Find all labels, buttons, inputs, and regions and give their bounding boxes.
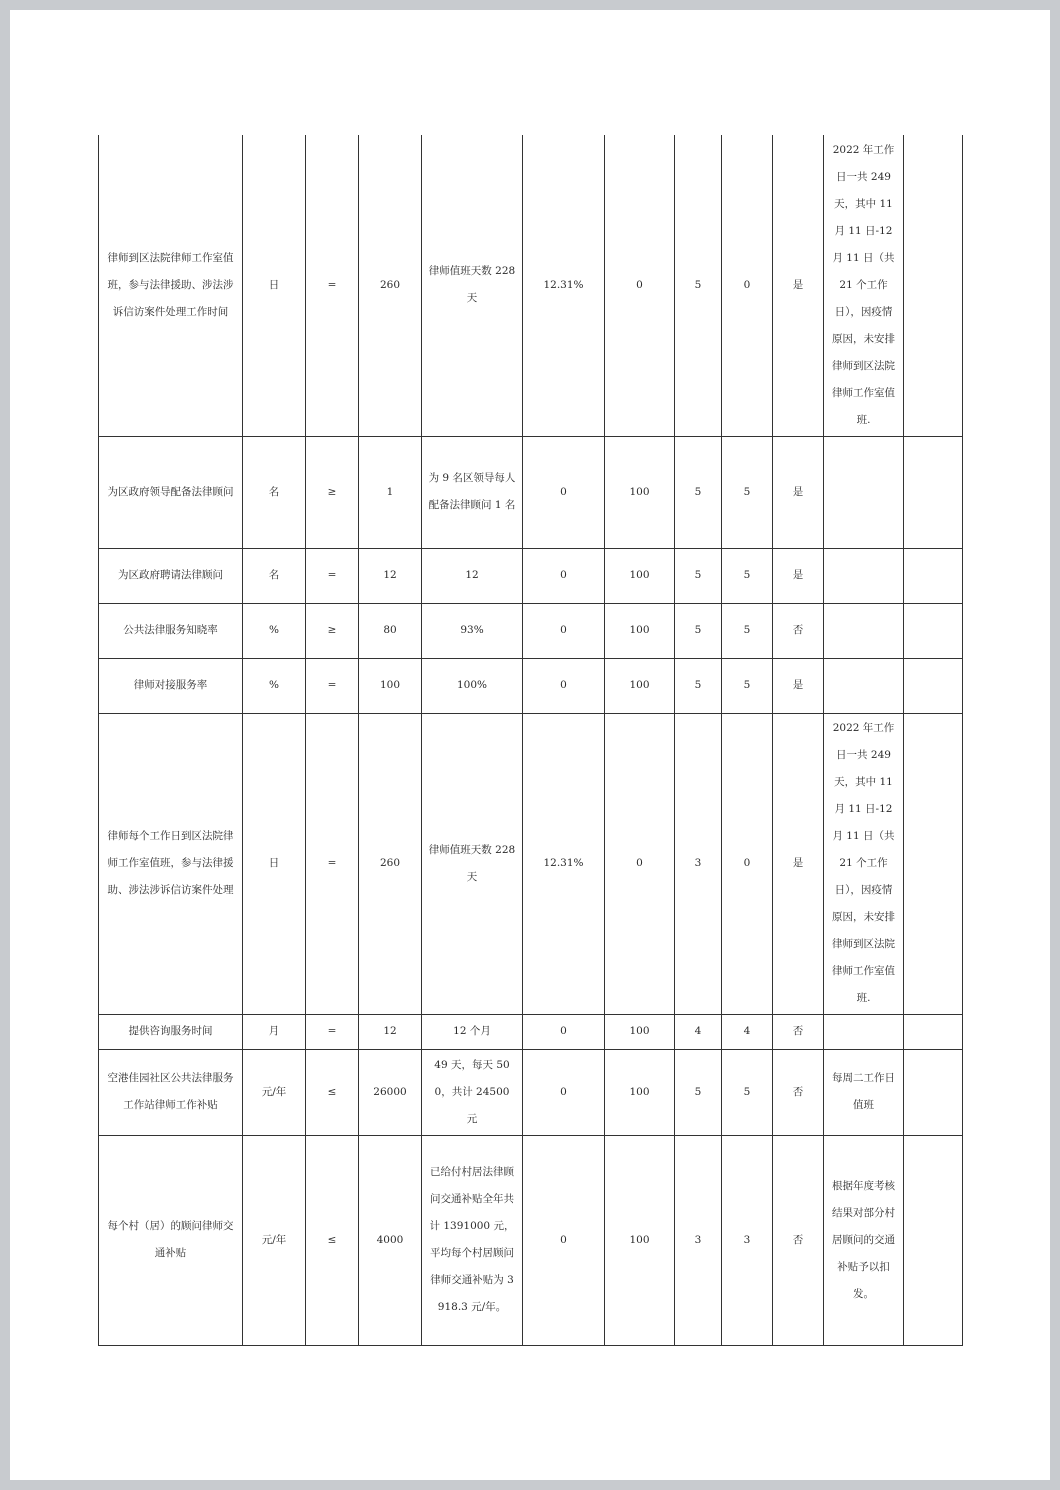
extra-cell (904, 1135, 963, 1345)
note-cell: 2022 年工作日一共 249 天，其中 11 月 11 日-12 月 11 日（共 21 个工作日），因疫情原因，未安排律师到区法院律师工作室值班. (824, 135, 904, 436)
target-cell: 12 (359, 548, 422, 603)
note-cell: 每周二工作日值班 (824, 1049, 904, 1135)
table-row (99, 1014, 963, 1049)
actual-cell: 100% (422, 658, 523, 713)
extra-cell (904, 548, 963, 603)
actual-cell: 49 天，每天 500，共计 24500 元 (422, 1049, 523, 1135)
score-cell: 5 (722, 436, 773, 548)
target-cell: 4000 (359, 1135, 422, 1345)
unit-cell: 名 (243, 436, 306, 548)
unit-cell: 月 (243, 1014, 306, 1049)
operator-cell: ≥ (306, 436, 359, 548)
completion-cell: 100 (605, 436, 675, 548)
note-cell: 根据年度考核结果对部分村居顾问的交通补贴予以扣发。 (824, 1135, 904, 1345)
score-cell: 0 (722, 135, 773, 436)
actual-cell: 已给付村居法律顾问交通补贴全年共计 1391000 元，平均每个村居顾问律师交通补贴为 3918.3 元/年。 (422, 1135, 523, 1345)
met-cell: 否 (773, 1135, 824, 1345)
indicator-cell: 公共法律服务知晓率 (99, 603, 243, 658)
table-row (99, 1135, 963, 1345)
operator-cell: = (306, 658, 359, 713)
target-cell: 100 (359, 658, 422, 713)
extra-cell (904, 1014, 963, 1049)
target-cell: 1 (359, 436, 422, 548)
unit-cell: % (243, 603, 306, 658)
operator-cell: = (306, 1014, 359, 1049)
completion-cell: 100 (605, 1049, 675, 1135)
score-cell: 4 (722, 1014, 773, 1049)
score-cell: 5 (722, 658, 773, 713)
actual-cell: 93% (422, 603, 523, 658)
score-cell: 5 (722, 548, 773, 603)
operator-cell: ≤ (306, 1135, 359, 1345)
score-cell: 5 (722, 603, 773, 658)
actual-cell: 律师值班天数 228 天 (422, 135, 523, 436)
deviation-cell: 0 (523, 1135, 605, 1345)
indicator-cell: 为区政府领导配备法律顾问 (99, 436, 243, 548)
indicator-cell: 为区政府聘请法律顾问 (99, 548, 243, 603)
table-row (99, 436, 963, 548)
deviation-cell: 0 (523, 548, 605, 603)
indicator-cell: 律师每个工作日到区法院律师工作室值班，参与法律援助、涉法涉诉信访案件处理 (99, 713, 243, 1014)
completion-cell: 0 (605, 713, 675, 1014)
completion-cell: 100 (605, 658, 675, 713)
met-cell: 是 (773, 436, 824, 548)
note-cell (824, 603, 904, 658)
unit-cell: 元/年 (243, 1049, 306, 1135)
operator-cell: = (306, 713, 359, 1014)
completion-cell: 100 (605, 548, 675, 603)
score-cell: 5 (722, 1049, 773, 1135)
extra-cell (904, 436, 963, 548)
met-cell: 是 (773, 135, 824, 436)
deviation-cell: 0 (523, 436, 605, 548)
score-cell: 3 (722, 1135, 773, 1345)
weight-cell: 5 (675, 135, 722, 436)
weight-cell: 5 (675, 548, 722, 603)
unit-cell: 元/年 (243, 1135, 306, 1345)
extra-cell (904, 1049, 963, 1135)
weight-cell: 5 (675, 603, 722, 658)
table-row (99, 603, 963, 658)
table-row (99, 1049, 963, 1135)
weight-cell: 5 (675, 436, 722, 548)
operator-cell: = (306, 135, 359, 436)
note-cell (824, 548, 904, 603)
unit-cell: % (243, 658, 306, 713)
completion-cell: 100 (605, 1135, 675, 1345)
met-cell: 是 (773, 548, 824, 603)
operator-cell: ≥ (306, 603, 359, 658)
extra-cell (904, 603, 963, 658)
note-cell: 2022 年工作日一共 249 天，其中 11 月 11 日-12 月 11 日（共 21 个工作日），因疫情原因，未安排律师到区法院律师工作室值班. (824, 713, 904, 1014)
extra-cell (904, 713, 963, 1014)
deviation-cell: 0 (523, 658, 605, 713)
deviation-cell: 0 (523, 603, 605, 658)
table-row (99, 658, 963, 713)
met-cell: 是 (773, 658, 824, 713)
table-row (99, 548, 963, 603)
weight-cell: 4 (675, 1014, 722, 1049)
completion-cell: 0 (605, 135, 675, 436)
target-cell: 26000 (359, 1049, 422, 1135)
operator-cell: ≤ (306, 1049, 359, 1135)
operator-cell: = (306, 548, 359, 603)
target-cell: 80 (359, 603, 422, 658)
note-cell (824, 436, 904, 548)
met-cell: 否 (773, 1049, 824, 1135)
target-cell: 260 (359, 135, 422, 436)
target-cell: 12 (359, 1014, 422, 1049)
indicator-cell: 律师对接服务率 (99, 658, 243, 713)
unit-cell: 日 (243, 135, 306, 436)
actual-cell: 律师值班天数 228 天 (422, 713, 523, 1014)
target-cell: 260 (359, 713, 422, 1014)
table-row (99, 713, 963, 1014)
met-cell: 否 (773, 1014, 824, 1049)
unit-cell: 日 (243, 713, 306, 1014)
deviation-cell: 0 (523, 1049, 605, 1135)
indicator-cell: 空港佳园社区公共法律服务工作站律师工作补贴 (99, 1049, 243, 1135)
table-row (99, 135, 963, 436)
performance-table (98, 135, 963, 1346)
indicator-cell: 律师到区法院律师工作室值班，参与法律援助、涉法涉诉信访案件处理工作时间 (99, 135, 243, 436)
completion-cell: 100 (605, 603, 675, 658)
extra-cell (904, 658, 963, 713)
deviation-cell: 0 (523, 1014, 605, 1049)
note-cell (824, 658, 904, 713)
unit-cell: 名 (243, 548, 306, 603)
indicator-cell: 提供咨询服务时间 (99, 1014, 243, 1049)
weight-cell: 5 (675, 1049, 722, 1135)
weight-cell: 5 (675, 658, 722, 713)
extra-cell (904, 135, 963, 436)
completion-cell: 100 (605, 1014, 675, 1049)
met-cell: 是 (773, 713, 824, 1014)
actual-cell: 12 个月 (422, 1014, 523, 1049)
note-cell (824, 1014, 904, 1049)
weight-cell: 3 (675, 1135, 722, 1345)
score-cell: 0 (722, 713, 773, 1014)
deviation-cell: 12.31% (523, 135, 605, 436)
indicator-cell: 每个村（居）的顾问律师交通补贴 (99, 1135, 243, 1345)
actual-cell: 12 (422, 548, 523, 603)
weight-cell: 3 (675, 713, 722, 1014)
actual-cell: 为 9 名区领导每人配备法律顾问 1 名 (422, 436, 523, 548)
deviation-cell: 12.31% (523, 713, 605, 1014)
met-cell: 否 (773, 603, 824, 658)
document-page (10, 10, 1050, 1480)
